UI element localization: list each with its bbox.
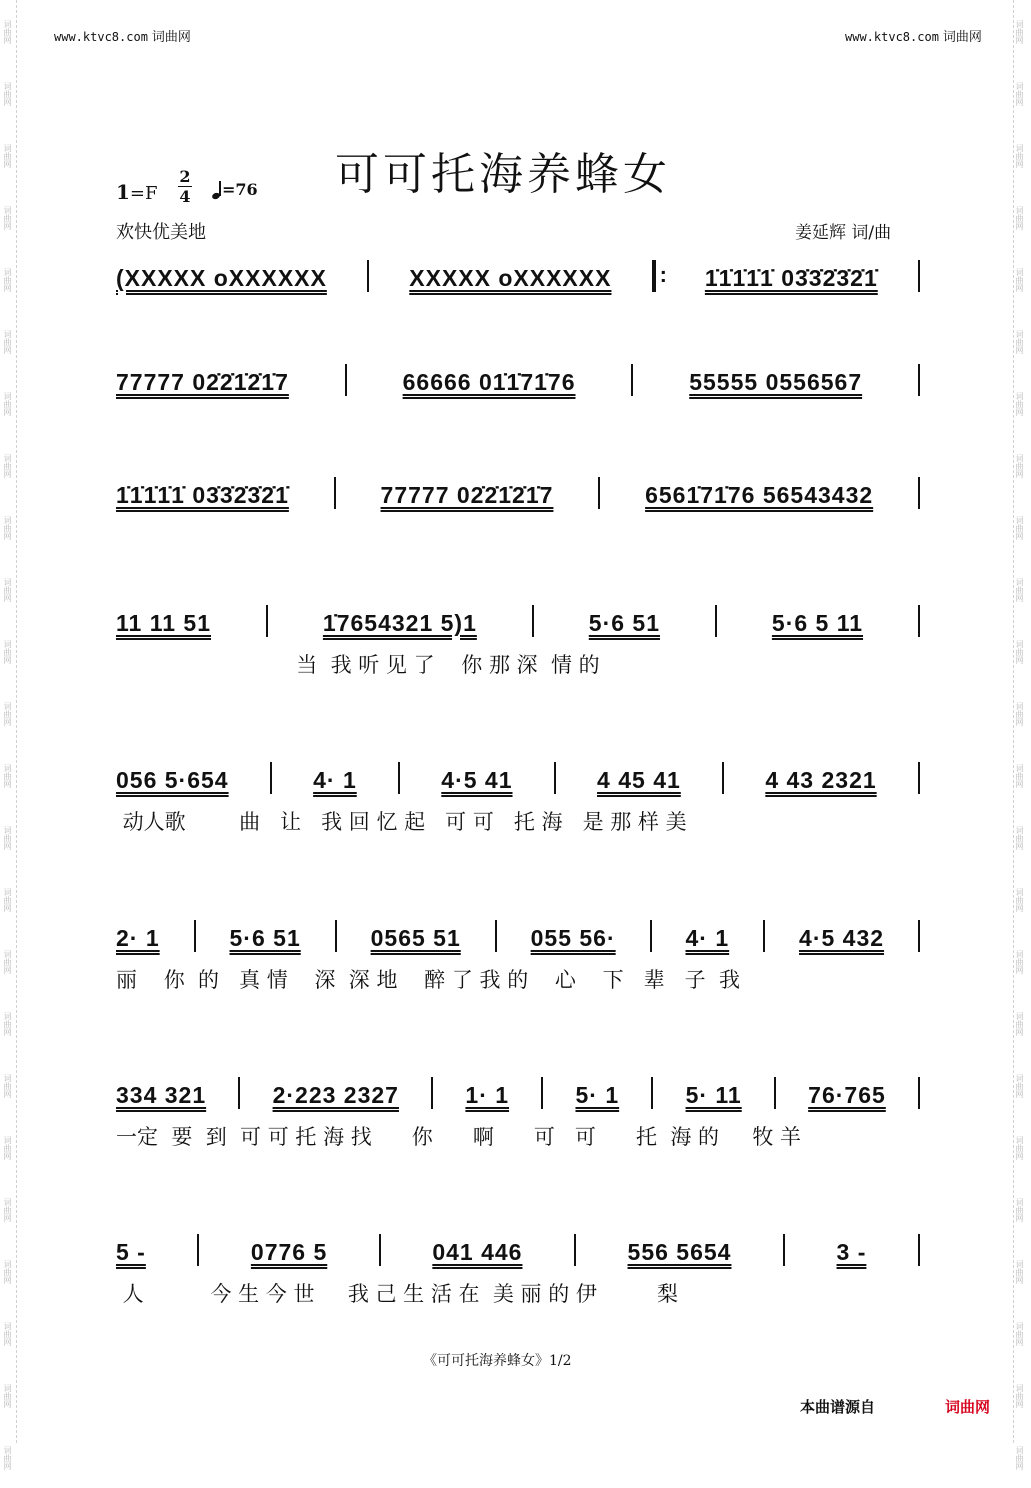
header-url-right: www.ktvc8.com bbox=[845, 30, 939, 44]
watermark-strip-text: 词曲网 bbox=[3, 20, 12, 44]
left-watermark-strip bbox=[2, 0, 17, 1470]
measure-notes: 66666 01̇1̇71̇76 bbox=[402, 369, 576, 395]
header-url-left: www.ktvc8.com bbox=[54, 30, 148, 44]
watermark-strip-text: 词曲网 bbox=[3, 330, 12, 354]
lyrics-line: 丽 你 的 真 情 深 深 地 醉 了 我 的 心 下 辈 子 我 bbox=[116, 968, 741, 992]
watermark-strip-text: 词曲网 bbox=[3, 1012, 12, 1036]
watermark-strip-text: 词曲网 bbox=[1015, 516, 1024, 540]
barline bbox=[651, 1077, 653, 1109]
score-notes-row bbox=[116, 760, 920, 794]
measure-notes: 4 45 41 bbox=[597, 767, 681, 793]
watermark-strip-text: 词曲网 bbox=[1015, 702, 1024, 726]
watermark-strip-text: 词曲网 bbox=[1015, 1384, 1024, 1408]
credit-line: 姜延辉 词/曲 bbox=[795, 223, 892, 243]
header-watermark-left bbox=[54, 26, 191, 45]
watermark-strip-text: 词曲网 bbox=[3, 268, 12, 292]
barline bbox=[918, 477, 920, 509]
barline bbox=[554, 762, 556, 794]
watermark-strip-text: 词曲网 bbox=[3, 764, 12, 788]
barline bbox=[574, 1234, 576, 1266]
watermark-strip-text: 词曲网 bbox=[3, 1446, 12, 1470]
watermark-strip-text: 词曲网 bbox=[1015, 144, 1024, 168]
score-notes-row bbox=[116, 603, 920, 637]
barline bbox=[270, 762, 272, 794]
header-site-right: 词曲网 bbox=[942, 30, 982, 45]
measure-notes: 2· 1 bbox=[116, 925, 160, 951]
barline bbox=[918, 1077, 920, 1109]
measure-notes: 056 5·654 bbox=[116, 767, 229, 793]
barline bbox=[541, 1077, 543, 1109]
source-label: 本曲谱源自 bbox=[800, 1398, 876, 1416]
measure-notes: 1̇1̇1̇1̇1̇ 03̇3̇2̇3̇2̇1̇ bbox=[704, 265, 878, 291]
watermark-strip-text: 词曲网 bbox=[1015, 1446, 1024, 1470]
barline bbox=[335, 920, 337, 952]
score-notes-row bbox=[116, 1232, 920, 1266]
watermark-strip-text: 词曲网 bbox=[3, 950, 12, 974]
measure-notes: 055 56· bbox=[530, 925, 616, 951]
lyrics-line: 人 今 生 今 世 我 己 生 活 在 美 丽 的 伊 梨 bbox=[116, 1282, 678, 1306]
measure-notes: 1· 1 bbox=[465, 1082, 510, 1108]
watermark-strip-text: 词曲网 bbox=[1015, 206, 1024, 230]
watermark-strip-text: 词曲网 bbox=[3, 888, 12, 912]
watermark-strip-text: 词曲网 bbox=[1015, 82, 1024, 106]
measure-notes: 4·5 432 bbox=[799, 925, 885, 951]
barline bbox=[398, 762, 400, 794]
watermark-strip-text: 词曲网 bbox=[3, 1198, 12, 1222]
measure-notes: 2·223 2327 bbox=[272, 1082, 399, 1108]
measure-notes: 1̇1̇1̇1̇1̇ 03̇3̇2̇3̇2̇1̇ bbox=[116, 482, 289, 508]
barline bbox=[774, 1077, 776, 1109]
measure-notes: 55555 0556567 bbox=[689, 369, 863, 395]
barline bbox=[918, 762, 920, 794]
barline bbox=[334, 477, 336, 509]
watermark-strip-text: 词曲网 bbox=[3, 82, 12, 106]
barline bbox=[722, 762, 724, 794]
measure-notes: 77777 02̇2̇1̇2̇1̇7 bbox=[116, 369, 289, 395]
barline bbox=[918, 1234, 920, 1266]
watermark-strip-text: 词曲网 bbox=[3, 1136, 12, 1160]
barline bbox=[379, 1234, 381, 1266]
barline bbox=[763, 920, 765, 952]
measure-notes: 5· 1 bbox=[575, 1082, 620, 1108]
barline bbox=[783, 1234, 785, 1266]
barline bbox=[598, 477, 600, 509]
score-notes-row bbox=[116, 258, 920, 292]
meter-bottom: 4 bbox=[179, 187, 191, 206]
header-watermark-right bbox=[845, 26, 982, 45]
lyrics-line: 一定 要 到 可 可 托 海 找 你 啊 可 可 托 海 的 牧 羊 bbox=[116, 1125, 802, 1149]
watermark-strip-text: 词曲网 bbox=[1015, 764, 1024, 788]
watermark-strip-text: 词曲网 bbox=[3, 1074, 12, 1098]
measure-notes: XXXXX oXXXXXX bbox=[409, 265, 612, 291]
measure-notes: 6561̇71̇76 56543432 bbox=[645, 482, 874, 508]
measure-notes: 76·765 bbox=[808, 1082, 886, 1108]
score-notes-row bbox=[116, 362, 920, 396]
measure-notes: 1̇7654321 5)1 bbox=[322, 610, 477, 636]
watermark-strip-text: 词曲网 bbox=[3, 144, 12, 168]
watermark-strip-text: 词曲网 bbox=[1015, 1074, 1024, 1098]
barline bbox=[631, 364, 633, 396]
watermark-strip-text: 词曲网 bbox=[3, 516, 12, 540]
watermark-strip-text: 词曲网 bbox=[1015, 20, 1024, 44]
watermark-strip-text: 词曲网 bbox=[1015, 1136, 1024, 1160]
watermark-strip-text: 词曲网 bbox=[3, 392, 12, 416]
measure-notes: 3 - bbox=[836, 1239, 867, 1265]
meter-top: 2 bbox=[179, 167, 191, 186]
measure-notes: 041 446 bbox=[432, 1239, 523, 1265]
measure-notes: 5·6 51 bbox=[229, 925, 301, 951]
watermark-strip-text: 词曲网 bbox=[1015, 268, 1024, 292]
right-watermark-strip bbox=[1013, 0, 1028, 1470]
measure-notes: 5·6 51 bbox=[588, 610, 660, 636]
measure-notes: 5 - bbox=[116, 1239, 146, 1265]
measure-notes: 4· 1 bbox=[685, 925, 730, 951]
measure-notes: 4·5 41 bbox=[441, 767, 513, 793]
barline bbox=[345, 364, 347, 396]
score-notes-row bbox=[116, 918, 920, 952]
repeat-start-barline bbox=[652, 260, 661, 292]
watermark-strip-text: 词曲网 bbox=[1015, 1198, 1024, 1222]
page-footer: 《可可托海养蜂女》1/2 bbox=[423, 1353, 572, 1369]
header-site-left: 词曲网 bbox=[151, 30, 191, 45]
measure-notes: 0776 5 bbox=[250, 1239, 328, 1265]
score-notes-row bbox=[116, 475, 920, 509]
time-signature bbox=[178, 168, 192, 205]
lyrics-line: 当 我 听 见 了 你 那 深 情 的 bbox=[116, 653, 600, 677]
watermark-strip-text: 词曲网 bbox=[1015, 1322, 1024, 1346]
watermark-strip-text: 词曲网 bbox=[1015, 1012, 1024, 1036]
watermark-strip-text: 词曲网 bbox=[1015, 578, 1024, 602]
watermark-strip-text: 词曲网 bbox=[3, 1322, 12, 1346]
measure-notes: 5· 11 bbox=[685, 1082, 742, 1108]
barline bbox=[194, 920, 196, 952]
barline bbox=[431, 1077, 433, 1109]
barline bbox=[715, 605, 717, 637]
measure-notes: 4· 1 bbox=[313, 767, 357, 793]
barline bbox=[495, 920, 497, 952]
watermark-strip-text: 词曲网 bbox=[1015, 826, 1024, 850]
quarter-note-icon bbox=[212, 181, 222, 199]
watermark-strip-text: 词曲网 bbox=[1015, 950, 1024, 974]
barline bbox=[532, 605, 534, 637]
key-signature: 1=F bbox=[116, 180, 158, 204]
measure-notes: 4 43 2321 bbox=[765, 767, 877, 793]
measure-notes: (XXXXX oXXXXXX bbox=[116, 265, 327, 291]
barline bbox=[650, 920, 652, 952]
watermark-strip-text: 词曲网 bbox=[3, 578, 12, 602]
measure-notes: 334 321 bbox=[116, 1082, 207, 1108]
barline bbox=[918, 920, 920, 952]
watermark-strip-text: 词曲网 bbox=[1015, 454, 1024, 478]
watermark-strip-text: 词曲网 bbox=[3, 640, 12, 664]
expression-marking: 欢快优美地 bbox=[116, 222, 206, 243]
watermark-strip-text: 词曲网 bbox=[3, 1260, 12, 1284]
watermark-strip-text: 词曲网 bbox=[3, 702, 12, 726]
measure-notes: 11 11 51 bbox=[116, 610, 211, 636]
watermark-strip-text: 词曲网 bbox=[1015, 392, 1024, 416]
barline bbox=[367, 260, 369, 292]
measure-notes: 5·6 5 11 bbox=[771, 610, 864, 636]
barline bbox=[918, 260, 920, 292]
song-title: 可可托海养蜂女 bbox=[335, 149, 671, 200]
watermark-strip-text: 词曲网 bbox=[3, 206, 12, 230]
source-brand: 词曲网 bbox=[945, 1398, 991, 1416]
lyrics-line: 动人歌 曲 让 我 回 忆 起 可 可 托 海 是 那 样 美 bbox=[116, 810, 687, 834]
watermark-strip-text: 词曲网 bbox=[3, 826, 12, 850]
watermark-strip-text: 词曲网 bbox=[1015, 640, 1024, 664]
watermark-strip-text: 词曲网 bbox=[3, 454, 12, 478]
watermark-strip-text: 词曲网 bbox=[1015, 330, 1024, 354]
watermark-strip-text: 词曲网 bbox=[1015, 888, 1024, 912]
watermark-strip-text: 词曲网 bbox=[1015, 1260, 1024, 1284]
measure-notes: 0565 51 bbox=[370, 925, 461, 951]
tempo-marking: =76 bbox=[212, 180, 258, 199]
score-notes-row bbox=[116, 1075, 920, 1109]
barline bbox=[266, 605, 268, 637]
measure-notes: 77777 02̇2̇1̇2̇1̇7 bbox=[380, 482, 554, 508]
barline bbox=[918, 605, 920, 637]
measure-notes: 556 5654 bbox=[627, 1239, 732, 1265]
barline bbox=[238, 1077, 240, 1109]
watermark-strip-text: 词曲网 bbox=[3, 1384, 12, 1408]
barline bbox=[197, 1234, 199, 1266]
barline bbox=[918, 364, 920, 396]
